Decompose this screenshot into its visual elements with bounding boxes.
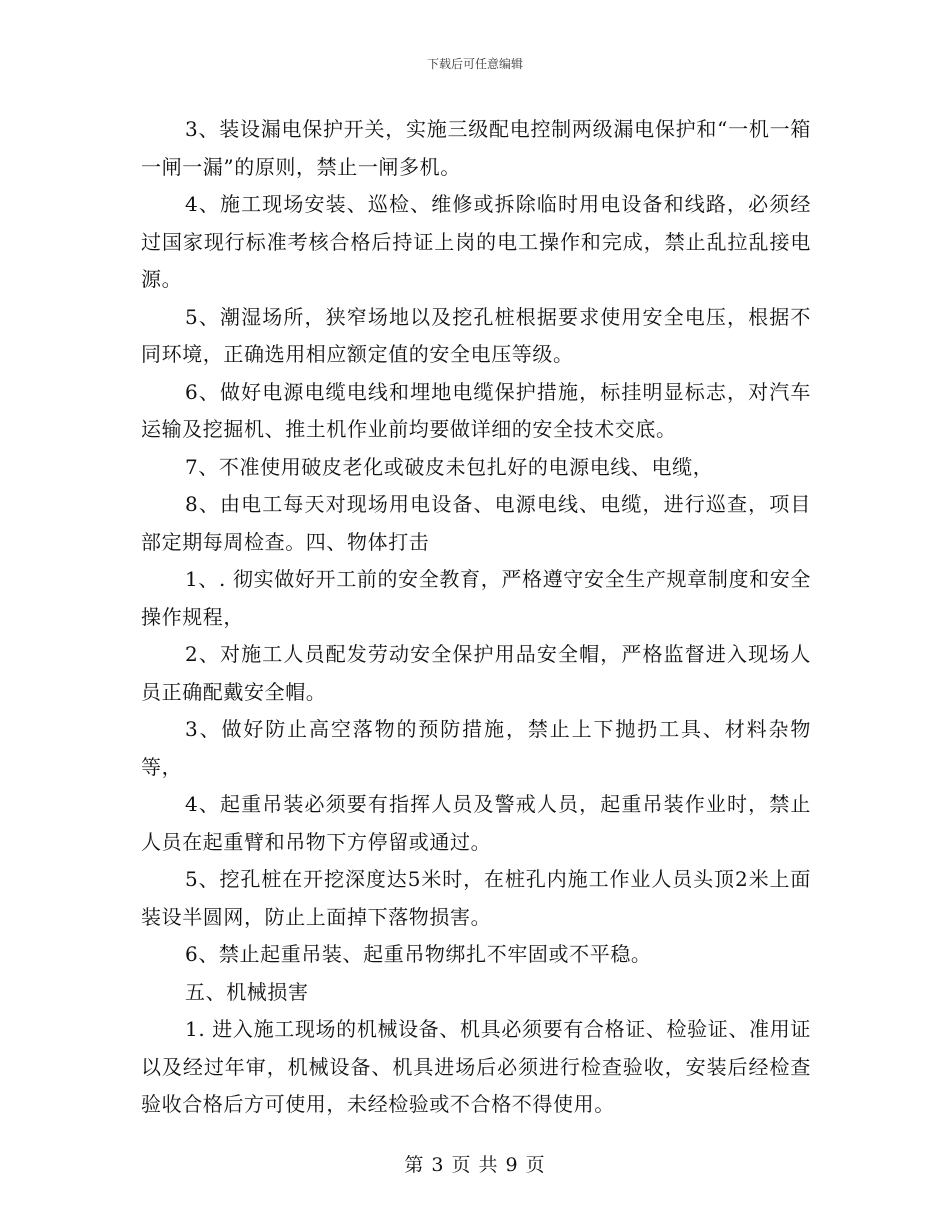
paragraph: 1. 进入施工现场的机械设备、机具必须要有合格证、检验证、准用证以及经过年审，机械设备、机具进场后必须进行检查验收，安装后经检查验收合格后方可使用，未经检验或不合格不得使用。 [141,1017,811,1116]
paragraph: 5、潮湿场所，狭窄场地以及挖孔桩根据要求使用安全电压，根据不同环境，正确选用相应额定值的安全电压等级。 [141,304,811,366]
paragraph: 4、起重吊装必须要有指挥人员及警戒人员，起重吊装作业时，禁止人员在起重臂和吊物下方停留或通过。 [141,792,811,854]
header-note: 下载后可任意编辑 [426,57,523,71]
paragraph: 5、挖孔桩在开挖深度达5米时，在桩孔内施工作业人员头顶2米上面装设半圆网，防止上面掉下落物损害。 [141,867,811,929]
paragraph: 3、装设漏电保护开关，实施三级配电控制两级漏电保护和“一机一箱一闸一漏”的原则，禁止一闸多机。 [141,117,811,179]
paragraph: 4、施工现场安装、巡检、维修或拆除临时用电设备和线路，必须经过国家现行标准考核合格后持证上岗的电工操作和完成，禁止乱拉乱接电源。 [141,192,811,291]
paragraph: 7、不准使用破皮老化或破皮未包扎好的电源电线、电缆， [185,454,714,479]
section-heading: 五、机械损害 [185,979,309,1004]
paragraph: 3、做好防止高空落物的预防措施，禁止上下抛扔工具、材料杂物等， [141,717,811,779]
document-body [141,111,811,1124]
paragraph: 1、. 彻实做好开工前的安全教育，严格遵守安全生产规章制度和安全操作规程， [141,567,811,629]
paragraph: 2、对施工人员配发劳动安全保护用品安全帽，严格监督进入现场人员正确配戴安全帽。 [141,642,811,704]
page-number: 第 3 页 共 9 页 [404,1154,546,1176]
paragraph: 8、由电工每天对现场用电设备、电源电线、电缆，进行巡查，项目部定期每周检查。四、物体打击 [141,492,811,554]
paragraph: 6、做好电源电缆电线和埋地电缆保护措施，标挂明显标志，对汽车运输及挖掘机、推土机作业前均要做详细的安全技术交底。 [141,379,811,441]
paragraph: 6、禁止起重吊装、起重吊物绑扎不牢固或不平稳。 [185,942,652,966]
